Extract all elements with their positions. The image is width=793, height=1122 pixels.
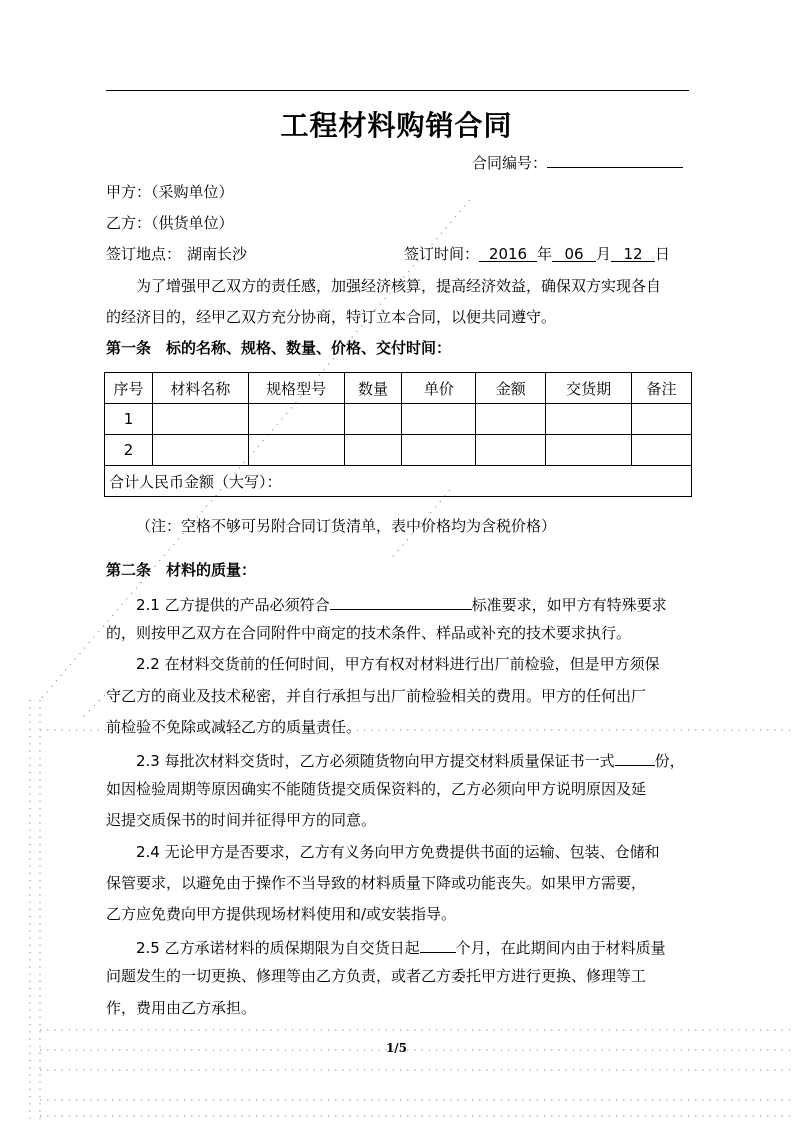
clause-2-5-line-3: 作，费用由乙方承担。	[106, 999, 257, 1017]
clause-2-1-line-1	[136, 592, 667, 615]
table-cell[interactable]	[476, 435, 546, 466]
intro-line-2: 的经济目的，经甲乙双方充分协商，特订立本合同，以便共同遵守。	[106, 308, 557, 326]
warranty-months-blank[interactable]	[420, 935, 456, 953]
table-cell[interactable]	[152, 404, 248, 435]
sign-place-row	[106, 244, 247, 264]
table-header: 备注	[632, 373, 692, 404]
table-header: 序号	[105, 373, 153, 404]
table-header: 交货期	[546, 373, 632, 404]
standard-blank[interactable]	[330, 592, 472, 610]
clause-2-1-text-b: 标准要求，如甲方有特殊要求	[471, 596, 667, 614]
table-cell[interactable]	[402, 404, 476, 435]
table-header-row	[105, 373, 692, 404]
party-a: 甲方：（采购单位）	[106, 183, 234, 201]
clause-2-4-line-3: 乙方应免费向甲方提供现场材料使用和/或安装指导。	[106, 905, 457, 923]
year-unit: 年	[537, 245, 553, 263]
clause-2-2-line-1: 2.2 在材料交货前的任何时间，甲方有权对材料进行出厂前检验，但是甲方须保	[136, 655, 660, 673]
materials-table	[104, 372, 692, 497]
table-total-label: 合计人民币金额（大写）：	[105, 466, 692, 497]
clause-2-4-line-2: 保管要求，以避免由于操作不当导致的材料质量下降或功能丧失。如果甲方需要，	[106, 874, 647, 892]
page-title: 工程材料购销合同	[280, 109, 513, 142]
table-cell[interactable]	[344, 404, 402, 435]
page-number: 1/5	[385, 1041, 408, 1055]
sign-place-value: 湖南长沙	[187, 245, 248, 263]
contract-number-label: 合同编号：	[472, 154, 548, 172]
table-cell[interactable]	[402, 435, 476, 466]
table-cell[interactable]	[344, 435, 402, 466]
table-cell[interactable]	[248, 435, 344, 466]
sign-time-label: 签订时间：	[404, 245, 480, 263]
clause-2-3-text-a: 2.3 每批次材料交货时，乙方必须随货物向甲方提交材料质量保证书一式	[136, 752, 615, 770]
table-cell: 1	[105, 404, 153, 435]
table-cell[interactable]	[546, 435, 632, 466]
table-cell[interactable]	[476, 404, 546, 435]
day-value: 12	[611, 244, 655, 262]
clause-2-2-line-3: 前检验不免除或减轻乙方的质量责任。	[106, 718, 362, 736]
clause-2-3-line-1	[136, 748, 685, 771]
table-header: 材料名称	[152, 373, 248, 404]
table-cell[interactable]	[152, 435, 248, 466]
table-header: 单价	[402, 373, 476, 404]
table-total-row	[105, 466, 692, 497]
table-note: （注：空格不够可另附合同订货清单，表中价格均为含税价格）	[136, 517, 557, 535]
table-cell: 2	[105, 435, 153, 466]
clause-2-3-line-2: 如因检验周期等原因确实不能随货提交质保资料的，乙方必须向甲方说明原因及延	[106, 780, 647, 798]
clause-2-1-line-2: 的，则按甲乙双方在合同附件中商定的技术条件、样品或补充的技术要求执行。	[106, 624, 632, 642]
table-header: 金额	[476, 373, 546, 404]
clause-2-3-line-3: 迟提交质保书的时间并征得甲方的同意。	[106, 811, 377, 829]
table-row	[105, 435, 692, 466]
article-1-heading: 第一条 标的名称、规格、数量、价格、交付时间：	[106, 339, 452, 357]
article-2-heading: 第二条 材料的质量：	[106, 561, 257, 579]
table-header: 数量	[344, 373, 402, 404]
clause-2-5-text-b: 个月，在此期间内由于材料质量	[455, 939, 666, 957]
month-value: 06	[552, 244, 596, 262]
year-value: 2016	[479, 244, 537, 262]
table-cell[interactable]	[546, 404, 632, 435]
table-row	[105, 404, 692, 435]
top-rule	[106, 90, 689, 91]
table-cell[interactable]	[632, 404, 692, 435]
party-b: 乙方：（供货单位）	[106, 214, 234, 232]
clause-2-5-line-1	[136, 935, 666, 958]
month-unit: 月	[596, 245, 612, 263]
clause-2-5-line-2: 问题发生的一切更换、修理等由乙方负责，或者乙方委托甲方进行更换、修理等工	[106, 967, 647, 985]
contract-number-field[interactable]	[547, 150, 683, 168]
contract-number-row	[472, 150, 683, 173]
clause-2-1-text-a: 2.1 乙方提供的产品必须符合	[136, 596, 330, 614]
day-unit: 日	[655, 245, 671, 263]
table-header: 规格型号	[248, 373, 344, 404]
table-cell[interactable]	[632, 435, 692, 466]
clause-2-5-text-a: 2.5 乙方承诺材料的质保期限为自交货日起	[136, 939, 420, 957]
copies-blank[interactable]	[615, 748, 655, 766]
clause-2-2-line-2: 守乙方的商业及技术秘密，并自行承担与出厂前检验相关的费用。甲方的任何出厂	[106, 687, 647, 705]
sign-place-label: 签订地点：	[106, 245, 182, 263]
intro-line-1: 为了增强甲乙双方的责任感，加强经济核算，提高经济效益，确保双方实现各自	[136, 277, 662, 295]
clause-2-4-line-1: 2.4 无论甲方是否要求，乙方有义务向甲方免费提供书面的运输、包装、仓储和	[136, 843, 660, 861]
sign-time-row	[404, 244, 670, 264]
clause-2-3-text-b: 份，	[654, 752, 685, 770]
table-cell[interactable]	[248, 404, 344, 435]
